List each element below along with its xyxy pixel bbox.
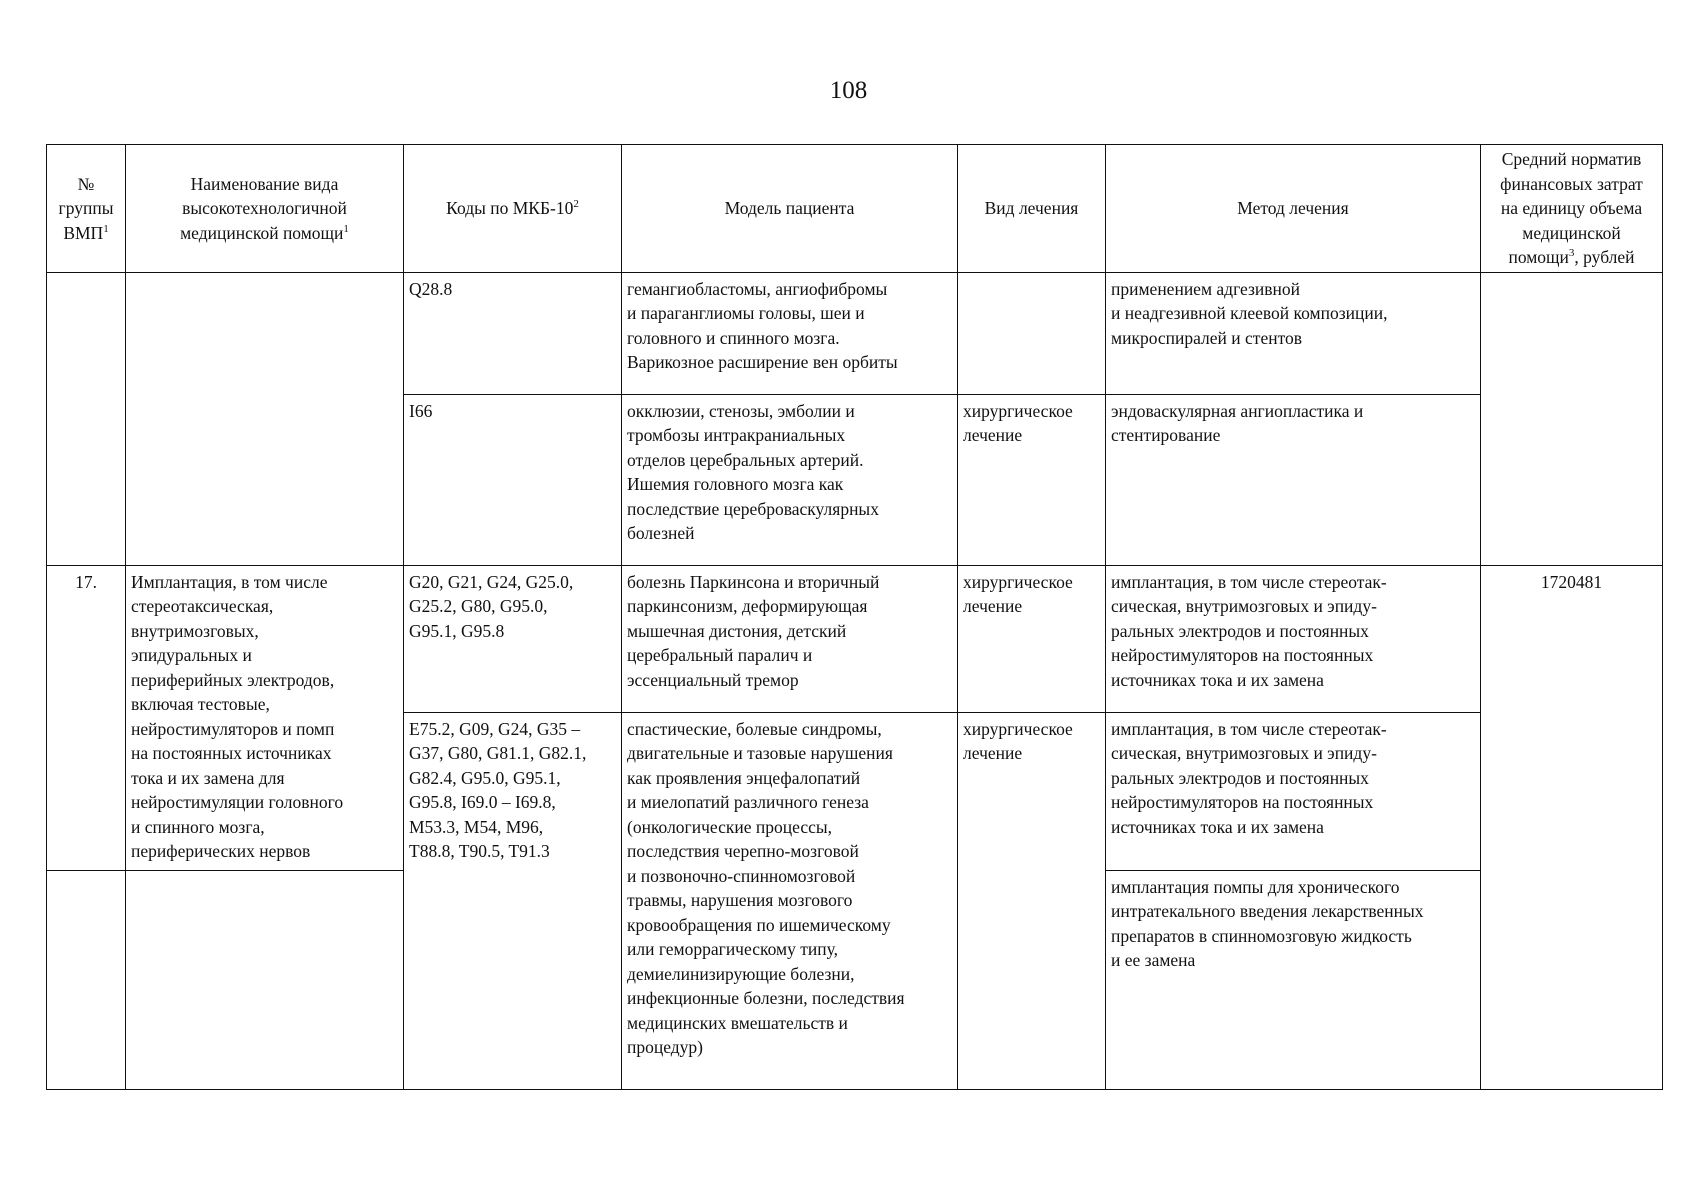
cell-treatment-method: имплантация, в том числе стереотак- сическая, внутримозговых и эпиду- ральных электродов и постоянных нейростимуляторов на постоянных источниках тока и их замена xyxy=(1106,712,1481,870)
header-treatment-type: Вид лечения xyxy=(958,145,1106,273)
cell-treatment-type xyxy=(958,272,1106,394)
cell-treatment-type: хирургическое лечение xyxy=(958,394,1106,565)
cell-average-cost-empty xyxy=(1481,272,1663,565)
table-row xyxy=(47,272,1663,394)
cell-care-name: Имплантация, в том числе стереотаксическая, внутримозговых, эпидуральных и периферийных электродов, включая тестовые, нейростимуляторов и помп на постоянных источниках тока и их замена для нейростимуляции головного и спинного мозга, периферических нервов xyxy=(126,565,404,870)
cell-patient-model: окклюзии, стенозы, эмболии и тромбозы интракраниальных отделов церебральных артерий. Ишемия головного мозга как последствие цереброваскулярных болезней xyxy=(622,394,958,565)
vmp-table xyxy=(46,144,1663,1090)
header-treatment-method: Метод лечения xyxy=(1106,145,1481,273)
cell-icd-codes: G20, G21, G24, G25.0, G25.2, G80, G95.0, G95.1, G95.8 xyxy=(404,565,622,712)
page-number: 108 xyxy=(829,77,868,104)
cell-care-name-empty xyxy=(126,870,404,1089)
header-care-name: Наименование вида высокотехнологичной медицинской помощи$^1$ xyxy=(126,145,404,273)
cell-treatment-method: применением адгезивной и неадгезивной клеевой композиции, микроспиралей и стентов xyxy=(1106,272,1481,394)
cell-icd-codes: I66 xyxy=(404,394,622,565)
cell-icd-codes: Q28.8 xyxy=(404,272,622,394)
cell-average-cost: 1720481 xyxy=(1481,565,1663,1089)
cell-group-number-empty xyxy=(47,272,126,565)
cell-treatment-type: хирургическое лечение xyxy=(958,712,1106,1089)
cell-group-number-empty xyxy=(47,870,126,1089)
header-icd-codes: Коды по МКБ-$10^2$ xyxy=(404,145,622,273)
cell-treatment-method: имплантация помпы для хронического интратекального введения лекарственных препаратов в спинномозговую жидкость и ее замена xyxy=(1106,870,1481,1089)
table-row-group-17 xyxy=(47,565,1663,712)
cell-treatment-method: имплантация, в том числе стереотак- сическая, внутримозговых и эпиду- ральных электродов и постоянных нейростимуляторов на постоянных источниках тока и их замена xyxy=(1106,565,1481,712)
cell-group-number: 17. xyxy=(47,565,126,870)
cell-patient-model: спастические, болевые синдромы, двигательные и тазовые нарушения как проявления энцефалопатий и миелопатий различного генеза (онкологические процессы, последствия черепно-мозговой и позвоночно-спинномозговой травмы, нарушения мозгового кровообращения по ишемическому или геморрагическому типу, демиелинизирующие болезни, инфекционные болезни, последствия медицинских вмешательств и процедур) xyxy=(622,712,958,1089)
cell-patient-model: гемангиобластомы, ангиофибромы и параганглиомы головы, шеи и головного и спинного мозга. Варикозное расширение вен орбиты xyxy=(622,272,958,394)
header-group-number: № группы ВМП$^1$ xyxy=(47,145,126,273)
cell-icd-codes: E75.2, G09, G24, G35 – G37, G80, G81.1, G82.1, G82.4, G95.0, G95.1, G95.8, I69.0 – I69.8, M53.3, M54, M96, T88.8, T90.5, T91.3 xyxy=(404,712,622,1089)
cell-treatment-type: хирургическое лечение xyxy=(958,565,1106,712)
table-header-row xyxy=(47,145,1663,273)
header-average-cost: Средний норматив финансовых затрат на единицу объема медицинской помощи$^3$, рублей xyxy=(1481,145,1663,273)
cell-care-name-empty xyxy=(126,272,404,565)
header-patient-model: Модель пациента xyxy=(622,145,958,273)
cell-treatment-method: эндоваскулярная ангиопластика и стентирование xyxy=(1106,394,1481,565)
cell-patient-model: болезнь Паркинсона и вторичный паркинсонизм, деформирующая мышечная дистония, детский церебральный паралич и эссенциальный тремор xyxy=(622,565,958,712)
